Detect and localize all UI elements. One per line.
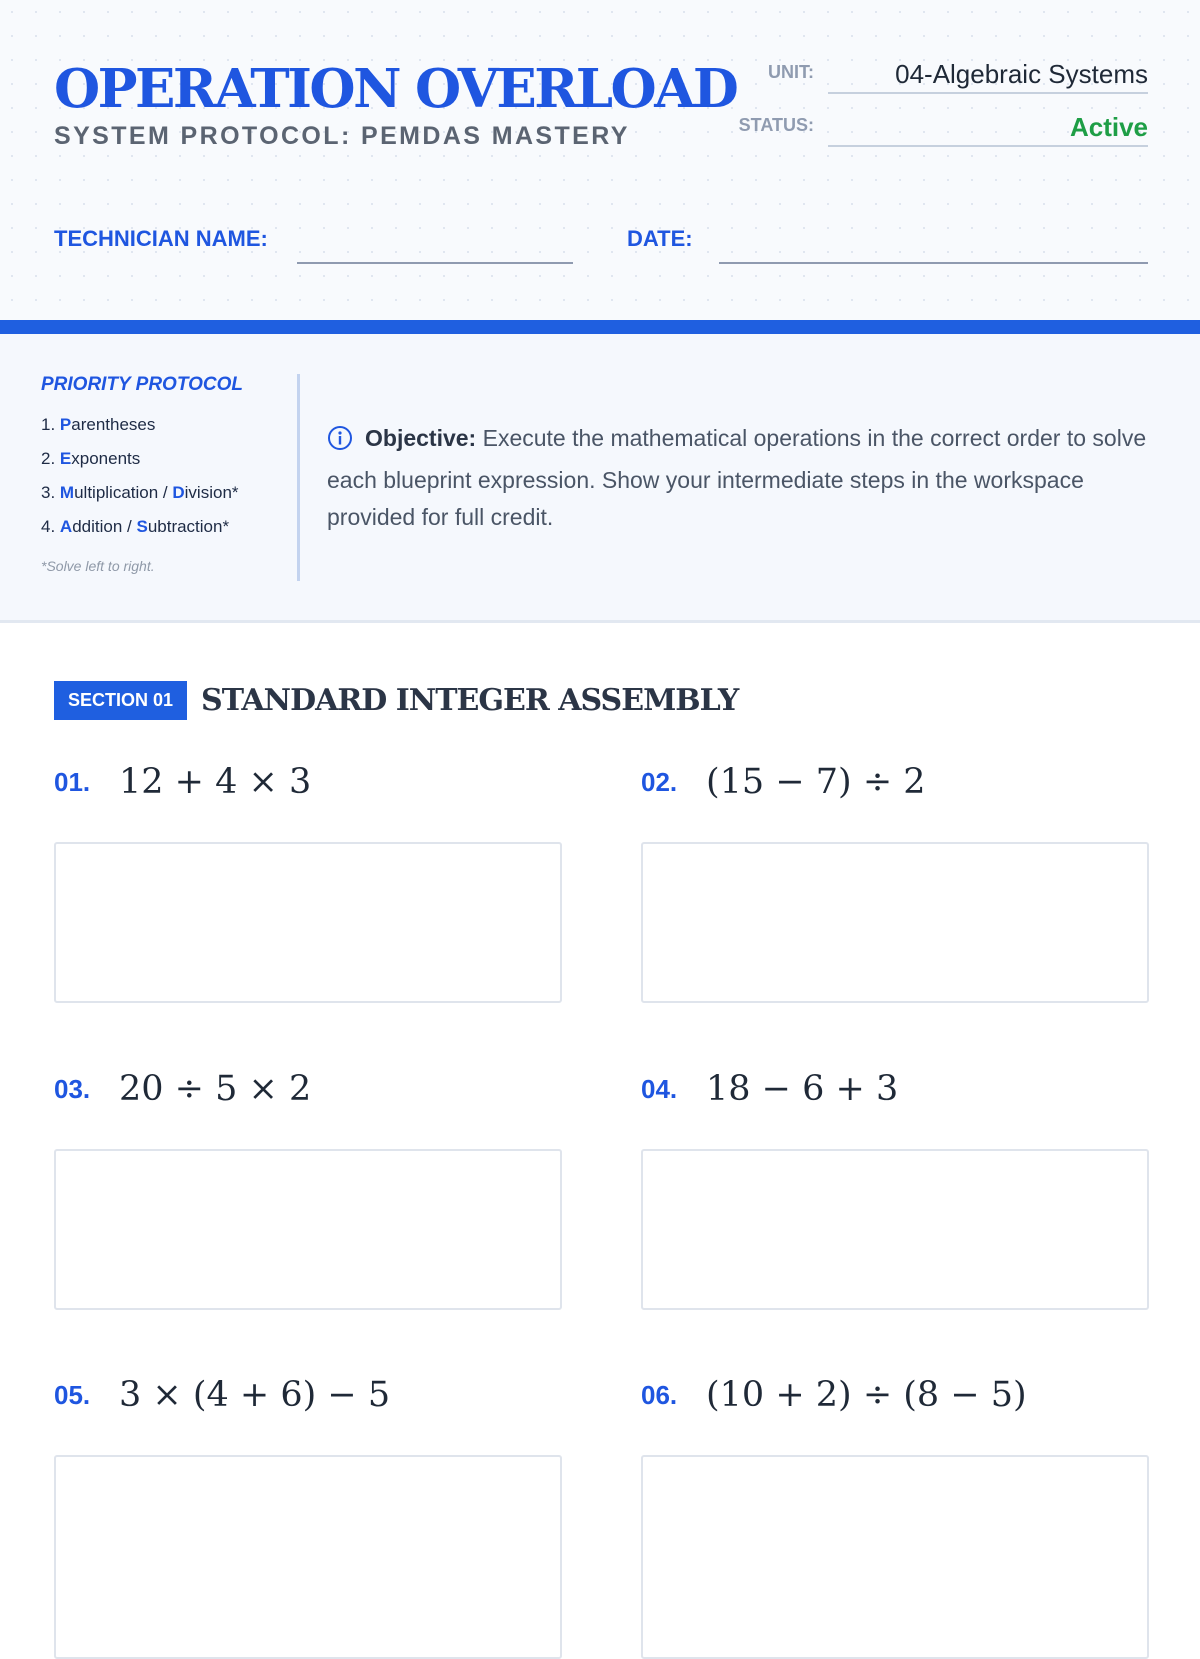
section-badge: SECTION 01 [54, 681, 187, 720]
problem-number: 03. [54, 1073, 91, 1104]
objective-label: Objective: [365, 425, 477, 451]
date-field[interactable] [719, 262, 1148, 264]
answer-workspace[interactable] [641, 1455, 1149, 1659]
problem-02 [641, 752, 1149, 1003]
section-header [54, 681, 738, 720]
objective-text [327, 420, 1167, 536]
problem-expression: 12 + 4 × 3 [119, 762, 312, 802]
answer-workspace[interactable] [641, 1149, 1149, 1310]
worksheet-title: OPERATION OVERLOAD [54, 58, 737, 120]
problem-03 [54, 1059, 562, 1310]
answer-workspace[interactable] [54, 842, 562, 1003]
priority-protocol-panel [0, 334, 1200, 623]
worksheet-subtitle: SYSTEM PROTOCOL: PEMDAS MASTERY [54, 122, 630, 150]
problem-number: 02. [641, 766, 678, 797]
answer-workspace[interactable] [54, 1149, 562, 1310]
problem-expression: 20 ÷ 5 × 2 [119, 1069, 312, 1109]
problem-01 [54, 752, 562, 1003]
problem-number: 05. [54, 1379, 91, 1410]
problem-05 [54, 1365, 562, 1659]
protocol-item-exponents: 2. Exponents [41, 449, 141, 468]
problem-number: 01. [54, 766, 91, 797]
problem-expression: 18 − 6 + 3 [706, 1069, 899, 1109]
protocol-item-addition-subtraction: 4. Addition / Subtraction* [41, 517, 230, 536]
answer-workspace[interactable] [641, 842, 1149, 1003]
objective-body: Execute the mathematical operations in the correct order to solve each blueprint expression. Show your intermediate steps in the workspace provided for full credit. [327, 425, 1147, 530]
problem-expression: (15 − 7) ÷ 2 [706, 762, 926, 802]
priority-protocol-title: PRIORITY PROTOCOL [41, 374, 243, 395]
info-icon [327, 425, 353, 462]
technician-name-label: TECHNICIAN NAME: [54, 226, 268, 251]
status-value: Active [828, 109, 1148, 147]
worksheet-header [0, 0, 1200, 320]
protocol-item-multiplication-division: 3. Multiplication / Division* [41, 483, 239, 502]
answer-workspace[interactable] [54, 1455, 562, 1659]
problem-04 [641, 1059, 1149, 1310]
section-title: STANDARD INTEGER ASSEMBLY [201, 683, 739, 718]
technician-name-field[interactable] [297, 262, 573, 264]
problem-number: 04. [641, 1073, 678, 1104]
unit-label: UNIT: [768, 62, 814, 82]
problem-expression: 3 × (4 + 6) − 5 [119, 1375, 391, 1415]
priority-protocol-list [41, 374, 291, 574]
problem-number: 06. [641, 1379, 678, 1410]
problem-06 [641, 1365, 1149, 1659]
date-label: DATE: [627, 226, 693, 251]
problem-expression: (10 + 2) ÷ (8 − 5) [706, 1375, 1027, 1415]
header-divider [0, 320, 1200, 334]
status-label: STATUS: [738, 115, 814, 135]
protocol-item-parentheses: 1. Parentheses [41, 415, 156, 434]
unit-value: 04-Algebraic Systems [828, 56, 1148, 94]
protocol-note: *Solve left to right. [41, 558, 155, 574]
protocol-divider [297, 374, 300, 581]
